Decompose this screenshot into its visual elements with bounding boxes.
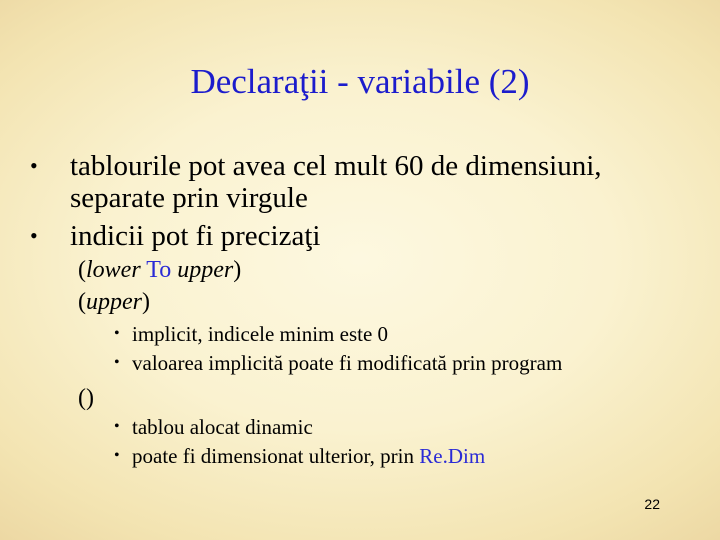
sub-bullet-text: implicit, indicele minim este 0 (132, 322, 389, 346)
close-paren: ) (142, 289, 150, 315)
open-paren: ( (78, 289, 86, 315)
sub-bullet-marker: • (114, 418, 120, 435)
lower-keyword: lower (86, 257, 141, 283)
bullet-text-line2: separate prin virgule (70, 182, 308, 214)
upper-keyword: upper (86, 289, 142, 315)
index-form-lower-to-upper (78, 256, 241, 284)
sub-bullet-text: valoarea implicită poate fi modificată prin program (132, 351, 563, 375)
index-form-empty: () (78, 385, 94, 411)
bullet-text: indicii pot fi precizaţi (70, 220, 321, 252)
sub-bullet-marker: • (114, 325, 120, 342)
to-keyword: To (146, 257, 172, 283)
open-paren: ( (78, 257, 86, 283)
index-form-upper (78, 288, 150, 316)
sub-bullet-marker: • (114, 447, 120, 464)
slide-title: Declaraţii - variabile (2) (190, 62, 530, 101)
redim-prefix-text: poate fi dimensionat ulterior, prin (132, 444, 420, 468)
sub-bullet-text: tablou alocat dinamic (132, 415, 313, 439)
bullet-marker: • (30, 153, 38, 178)
bullet-marker: • (30, 223, 38, 248)
redim-keyword: Re.Dim (419, 444, 486, 468)
page-number: 22 (644, 496, 660, 512)
close-paren: ) (233, 257, 242, 283)
bullet-text-line1: tablourile pot avea cel mult 60 de dimensiuni, (70, 150, 602, 182)
sub-bullet-marker: • (114, 354, 120, 371)
sub-bullet-text (132, 444, 485, 468)
upper-keyword: upper (177, 257, 234, 283)
